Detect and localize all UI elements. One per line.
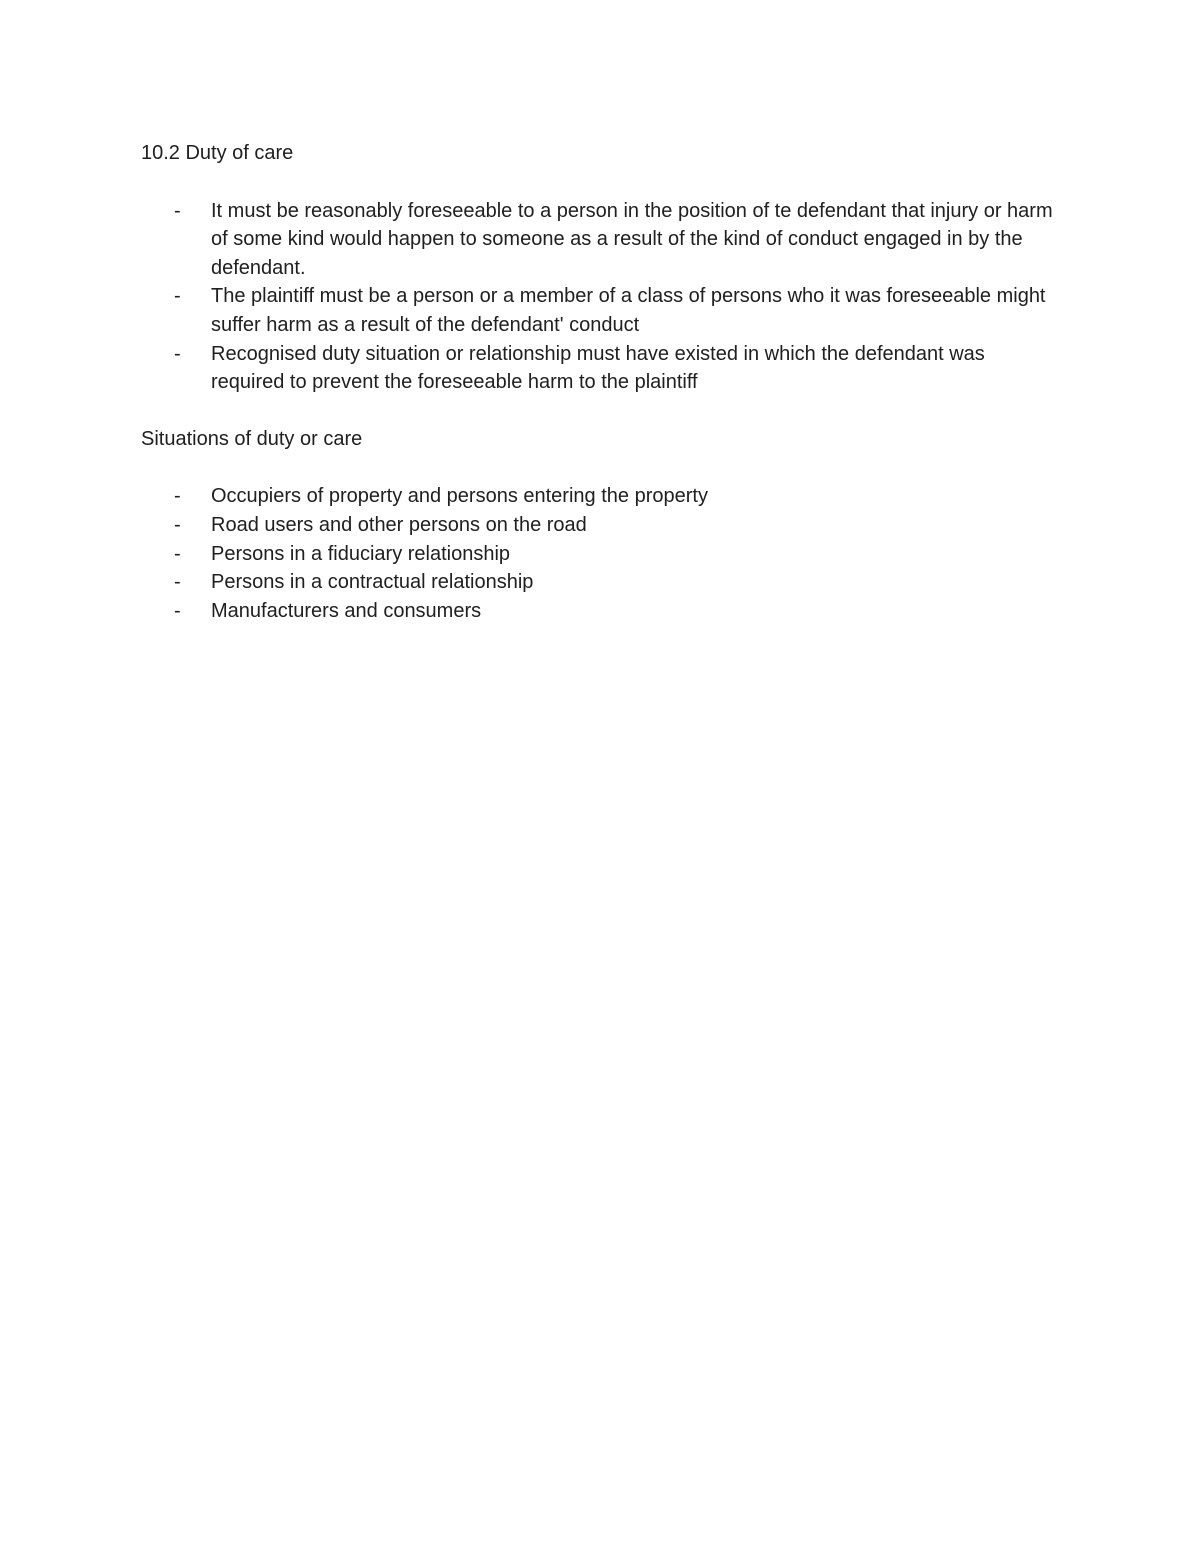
dash-bullet: - xyxy=(174,285,181,308)
list-item-text: It must be reasonably foreseeable to a person in the position of te defendant that injury or harm of some kind would happen to someone as a result of the kind of conduct engaged in by the defendant. xyxy=(211,199,1053,279)
duty-of-care-list xyxy=(141,197,1061,397)
document-content xyxy=(141,139,1061,625)
list-item xyxy=(141,540,1061,569)
dash-bullet: - xyxy=(174,199,181,222)
list-item-text: Persons in a fiduciary relationship xyxy=(211,542,511,565)
list-item-text: The plaintiff must be a person or a member of a class of persons who it was foreseeable might suffer harm as a result of the defendant' conduct xyxy=(211,285,1046,336)
list-item xyxy=(141,568,1061,597)
dash-bullet: - xyxy=(174,599,181,622)
list-item-text: Manufacturers and consumers xyxy=(211,599,482,622)
dash-bullet: - xyxy=(174,485,181,508)
dash-bullet: - xyxy=(174,342,181,365)
dash-bullet: - xyxy=(174,571,181,594)
list-item xyxy=(141,511,1061,540)
situations-list xyxy=(141,482,1061,625)
list-item-text: Occupiers of property and persons entering the property xyxy=(211,485,708,508)
list-item-text: Recognised duty situation or relationship must have existed in which the defendant was required to prevent the foreseeable harm to the plaintiff xyxy=(211,342,985,394)
list-item xyxy=(141,597,1061,626)
dash-bullet: - xyxy=(174,513,181,536)
section-title-situations: Situations of duty or care xyxy=(141,427,363,450)
list-item-text: Persons in a contractual relationship xyxy=(211,571,534,594)
list-item xyxy=(141,282,1061,339)
list-item xyxy=(141,482,1061,511)
list-item-text: Road users and other persons on the road xyxy=(211,513,587,536)
section-title-duty-of-care: 10.2 Duty of care xyxy=(141,142,294,164)
list-item xyxy=(141,197,1061,283)
dash-bullet: - xyxy=(174,542,181,565)
list-item xyxy=(141,340,1061,397)
